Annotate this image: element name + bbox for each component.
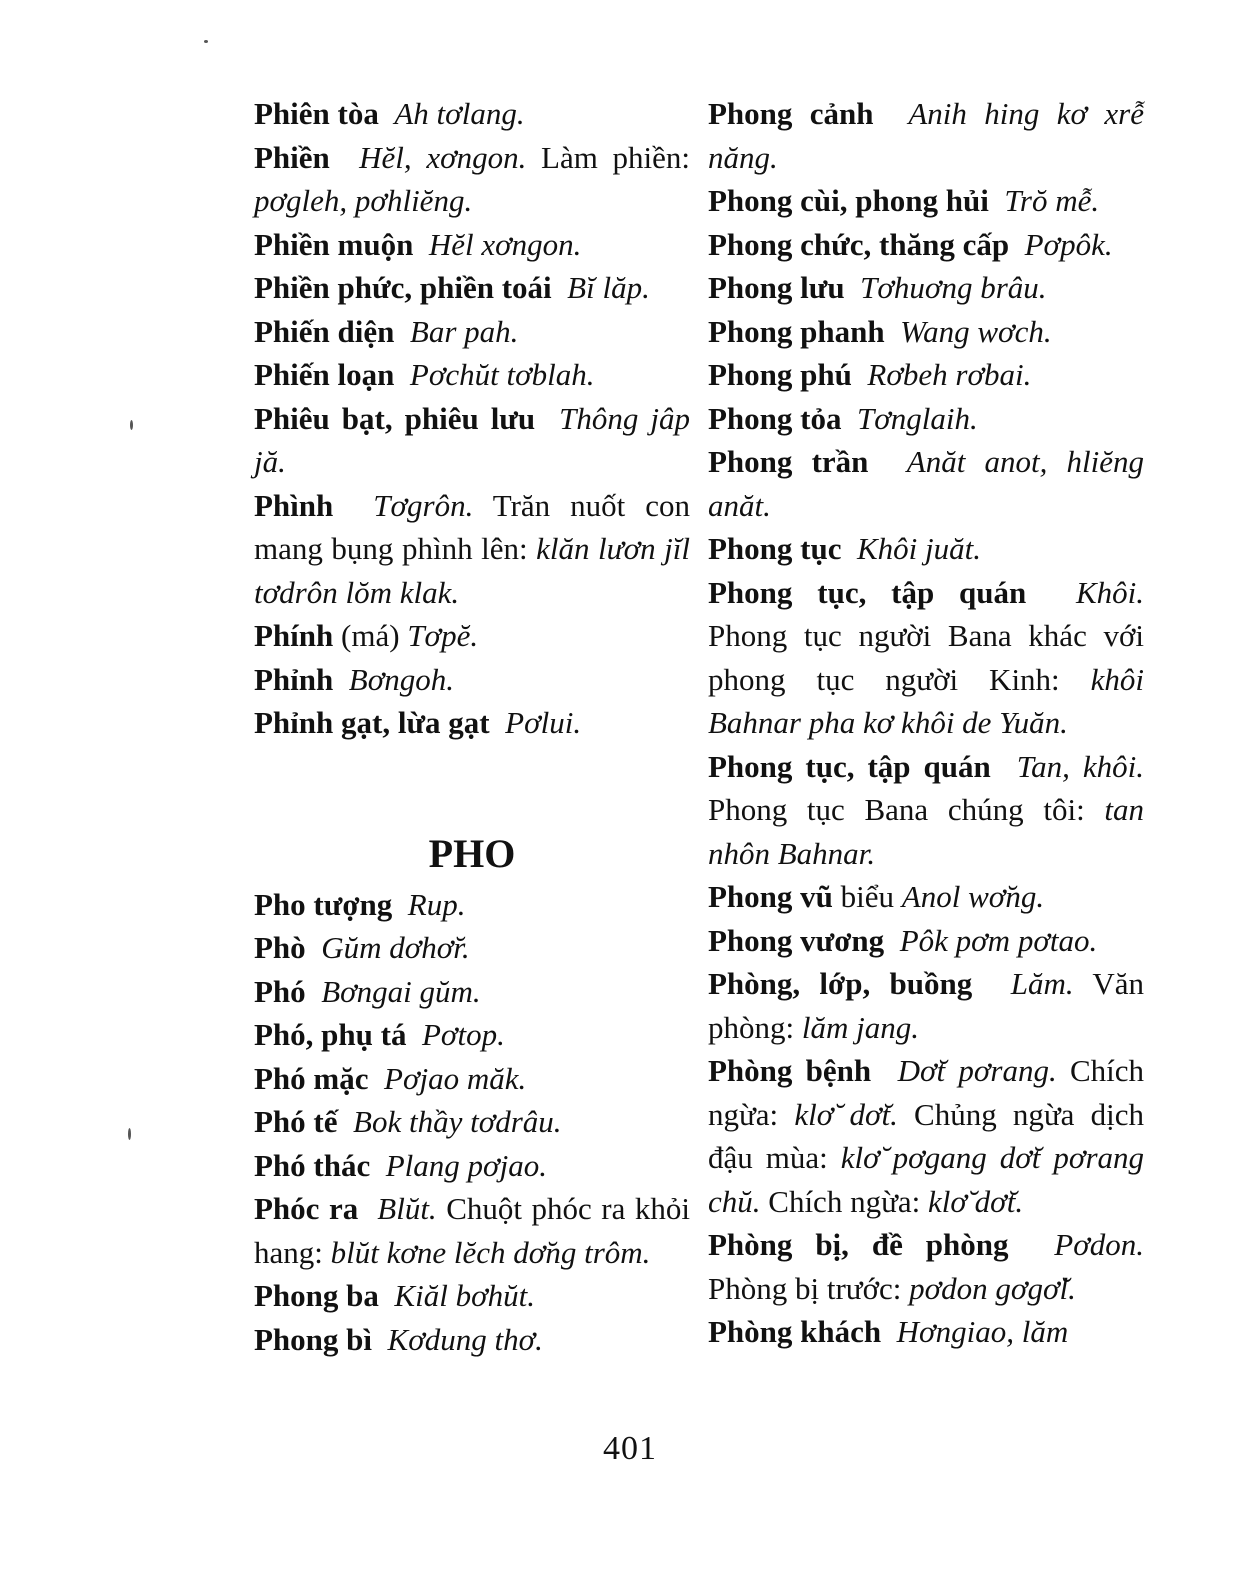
dictionary-entry xyxy=(254,484,690,615)
entry-headword: Phiên tòa xyxy=(254,96,379,131)
entry-headword: Phò xyxy=(254,930,306,965)
dictionary-entry xyxy=(254,1057,690,1101)
entry-translation: Thông jâp jă. xyxy=(254,400,691,479)
example-translation: khôi Bahnar pha kơ khôi de Yuăn. xyxy=(708,661,1144,740)
entry-headword: Phong bì xyxy=(254,1321,373,1357)
example-text: Làm phiền: xyxy=(526,139,690,175)
entry-headword: Phiền xyxy=(254,139,330,175)
entry-headword: Phó mặc xyxy=(254,1060,369,1096)
entry-headword: Phong tục, tập quán xyxy=(708,574,1027,610)
dictionary-entry xyxy=(254,397,690,484)
entry-headword: Phong tỏa xyxy=(708,400,842,436)
entry-list xyxy=(254,92,690,745)
example-text: Văn phòng: xyxy=(708,966,1144,1045)
example-text: Chủng ngừa dịch đậu mùa: xyxy=(708,1096,1144,1175)
entry-translation: Dơ̆t pơrang. xyxy=(897,1053,1057,1088)
entry-headword: Phong chức, thăng cấp xyxy=(708,226,1010,262)
entry-headword: Phong tục xyxy=(708,531,842,566)
page-number: 401 xyxy=(603,1430,657,1467)
entry-list xyxy=(708,92,1144,1354)
dictionary-entry xyxy=(708,179,1144,223)
dictionary-entry xyxy=(254,614,690,658)
entry-headword: Phiền muộn xyxy=(254,226,414,262)
dictionary-entry xyxy=(708,745,1144,876)
entry-translation: Kiăl bơhŭt. xyxy=(394,1278,535,1313)
dictionary-entry xyxy=(708,397,1144,441)
dictionary-entry xyxy=(254,223,690,267)
entry-list xyxy=(254,883,690,1362)
entry-translation: Anih hing kơ xrễ năng. xyxy=(708,96,1144,175)
example-text: Trăn nuốt con mang bụng phình lên: xyxy=(254,487,691,566)
entry-translation: Hĕl, xơngon. xyxy=(359,139,527,175)
example-text: Phong tục người Bana khác với phong tục người Kinh: xyxy=(708,618,1144,697)
entry-headword: Phiến loạn xyxy=(254,357,395,392)
dictionary-entry xyxy=(708,310,1144,354)
example-text: Chích ngừa: xyxy=(708,1053,1144,1132)
entry-headword: Phiến diện xyxy=(254,313,395,349)
entry-qualifier: biểu xyxy=(832,879,902,914)
entry-headword: Phong cùi, phong hủi xyxy=(708,183,989,218)
dictionary-entry xyxy=(254,883,690,927)
dictionary-entry xyxy=(708,527,1144,571)
entry-translation: Bok thầy tơdrâu. xyxy=(353,1104,562,1139)
entry-translation: Bĭ lăp. xyxy=(567,270,650,305)
example-translation: klơ̆ dơ̆t. xyxy=(794,1096,898,1132)
entry-translation: Pơlui. xyxy=(505,705,582,740)
entry-translation: Tơpĕ. xyxy=(407,618,479,653)
entry-translation: Pơdon. xyxy=(1054,1227,1144,1262)
example-translation: pơdon gơgơ̆l. xyxy=(909,1270,1076,1306)
entry-translation: Anol wơ̆ng. xyxy=(901,879,1045,914)
entry-translation: Bơngai gŭm. xyxy=(321,973,481,1009)
dictionary-entry xyxy=(254,266,690,310)
dictionary-entry xyxy=(708,571,1144,745)
dictionary-entry xyxy=(254,701,690,745)
entry-translation: Wang wơch. xyxy=(900,313,1052,349)
dictionary-entry xyxy=(254,1013,690,1057)
entry-headword: Phong vũ xyxy=(708,879,833,914)
entry-headword: Phòng bị, đề phòng xyxy=(708,1227,1009,1262)
dictionary-entry xyxy=(254,1318,690,1362)
example-translation: klăn lươn jĭl tơdrôn lŏm klak. xyxy=(254,531,690,610)
entry-headword: Phong cảnh xyxy=(708,96,874,131)
entry-translation: Khôi. xyxy=(1075,574,1144,610)
entry-translation: Pơjao măk. xyxy=(384,1060,527,1096)
dictionary-entry xyxy=(254,310,690,354)
entry-headword: Phong ba xyxy=(254,1278,379,1313)
dictionary-entry xyxy=(708,266,1144,310)
example-translation: blŭt kơne lĕch dơ̆ng trôm. xyxy=(330,1234,651,1270)
scan-speck xyxy=(128,1128,131,1140)
right-column xyxy=(708,92,1144,1354)
dictionary-entry xyxy=(254,1100,690,1144)
dictionary-entry xyxy=(254,92,690,136)
example-text: Phong tục Bana chúng tôi: xyxy=(708,792,1105,827)
entry-headword: Pho tượng xyxy=(254,886,393,922)
dictionary-entry xyxy=(708,353,1144,397)
entry-translation: Blŭt. xyxy=(377,1191,437,1226)
scan-speck xyxy=(204,40,208,43)
dictionary-entry xyxy=(708,92,1144,179)
entry-headword: Phóc ra xyxy=(254,1191,359,1226)
entry-translation: Bơngoh. xyxy=(348,661,455,697)
example-translation: lăm jang. xyxy=(801,1009,919,1045)
entry-translation: Pơpôk. xyxy=(1024,226,1113,262)
entry-headword: Phình xyxy=(254,487,334,523)
entry-headword: Phính xyxy=(254,618,334,653)
entry-translation: Ah tơlang. xyxy=(394,96,525,131)
entry-translation: Pơtop. xyxy=(421,1017,505,1052)
dictionary-entry xyxy=(708,919,1144,963)
entry-translation: Tơnglaih. xyxy=(857,400,978,436)
entry-headword: Phiêu bạt, phiêu lưu xyxy=(254,400,536,436)
dictionary-entry xyxy=(708,962,1144,1049)
dictionary-entry xyxy=(708,1223,1144,1310)
dictionary-entry xyxy=(254,1144,690,1188)
dictionary-entry xyxy=(708,875,1144,919)
dictionary-entry xyxy=(254,136,690,223)
entry-headword: Phong vương xyxy=(708,922,885,958)
entry-headword: Phòng bệnh xyxy=(708,1053,872,1088)
entry-translation: Rơbeh rơbai. xyxy=(867,357,1032,392)
section-heading: PHO xyxy=(428,830,516,876)
scan-speck xyxy=(130,420,133,430)
dictionary-entry xyxy=(708,440,1144,527)
entry-translation: Bar pah. xyxy=(409,313,519,349)
example-translation: tan nhôn Bahnar. xyxy=(708,792,1144,871)
entry-translation: Trŏ mễ. xyxy=(1004,183,1100,218)
dictionary-entry xyxy=(708,223,1144,267)
entry-translation: Rup. xyxy=(407,886,466,922)
entry-translation: Tơgrôn. xyxy=(373,487,474,523)
entry-headword: Phỉnh gạt, lừa gạt xyxy=(254,705,490,740)
entry-headword: Phòng, lớp, buồng xyxy=(708,966,973,1001)
entry-translation: Kơdung thơ. xyxy=(387,1321,543,1357)
entry-headword: Phong tục, tập quán xyxy=(708,748,991,784)
entry-headword: Phiền phức, phiền toái xyxy=(254,270,552,305)
entry-qualifier: (má) xyxy=(333,618,408,653)
entry-translation: Pơchŭt tơblah. xyxy=(409,357,595,392)
dictionary-entry xyxy=(708,1049,1144,1223)
entry-headword: Phó, phụ tá xyxy=(254,1017,407,1052)
entry-translation: Tan, khôi. xyxy=(1016,748,1144,784)
example-translation: klơ̆ dơ̆t. xyxy=(928,1183,1024,1219)
dictionary-entry xyxy=(254,926,690,970)
entry-translation: Anăt anot, hliĕng anăt. xyxy=(708,444,1144,523)
entry-translation: Lăm. xyxy=(1010,966,1074,1001)
entry-translation: Tơhuơng brâu. xyxy=(860,270,1047,305)
entry-translation: Hĕl xơngon. xyxy=(428,226,582,262)
entry-headword: Phong trần xyxy=(708,444,869,479)
entry-translation: Gŭm dơhơ̆r. xyxy=(321,930,470,965)
example-text: Chuột phóc ra khỏi hang: xyxy=(254,1191,691,1270)
example-text: Phòng bị trước: xyxy=(708,1270,910,1306)
entry-headword: Phỉnh xyxy=(254,661,334,697)
example-translation: pơgleh, pơhliĕng. xyxy=(254,183,473,218)
dictionary-entry xyxy=(254,1187,690,1274)
dictionary-entry xyxy=(254,1274,690,1318)
entry-headword: Phó tế xyxy=(254,1104,338,1139)
dictionary-entry xyxy=(254,658,690,702)
entry-headword: Phong phú xyxy=(708,357,852,392)
entry-translation: Plang pơjao. xyxy=(385,1147,547,1183)
entry-translation: Hơngiao, lăm xyxy=(896,1314,1069,1349)
entry-headword: Phong phanh xyxy=(708,313,885,349)
dictionary-entry xyxy=(254,353,690,397)
entry-translation: Pôk pơm pơtao. xyxy=(899,922,1098,958)
dictionary-entry xyxy=(254,970,690,1014)
entry-translation: Khôi juăt. xyxy=(857,531,982,566)
entry-headword: Phong lưu xyxy=(708,270,845,305)
entry-headword: Phòng khách xyxy=(708,1314,882,1349)
example-text: Chích ngừa: xyxy=(760,1183,928,1219)
example-translation: klơ̆ pơgang dơ̆t pơrang chŭ. xyxy=(708,1140,1145,1219)
entry-headword: Phó xyxy=(254,973,306,1009)
entry-headword: Phó thác xyxy=(254,1147,371,1183)
left-column xyxy=(254,92,690,1361)
dictionary-entry xyxy=(708,1310,1144,1354)
